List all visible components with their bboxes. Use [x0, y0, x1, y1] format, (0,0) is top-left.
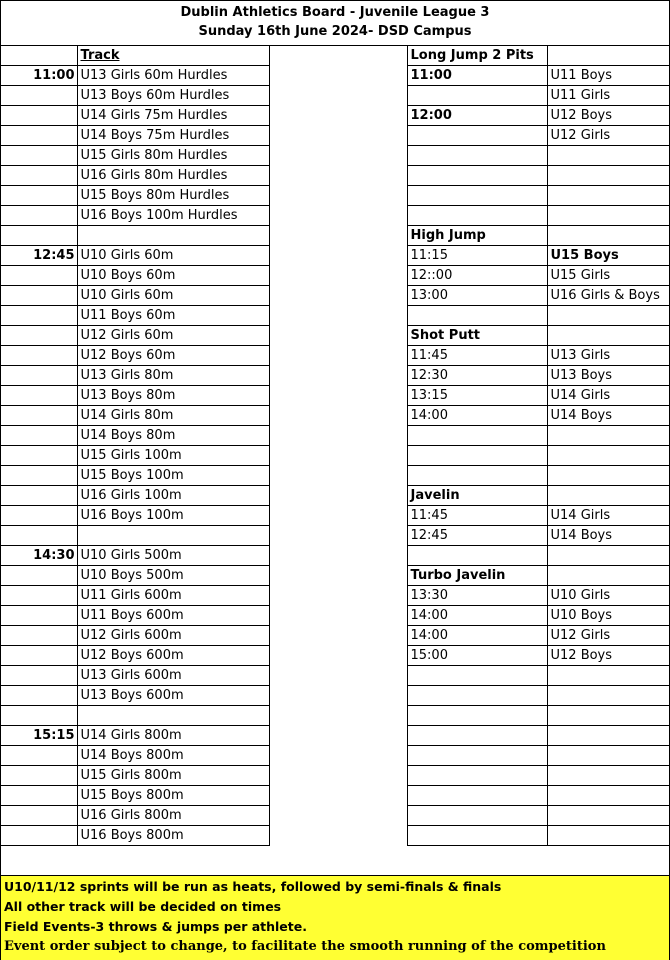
- track-time-cell: [1, 666, 77, 686]
- schedule-row: [1, 46, 669, 66]
- track-time-cell: [1, 386, 77, 406]
- field-time-cell: [407, 466, 547, 486]
- spacer-cell: [269, 546, 407, 566]
- schedule-row: [1, 745, 669, 765]
- field-time-cell: [407, 706, 547, 726]
- field-event-cell: U13 Boys: [547, 366, 669, 386]
- track-event-cell: U13 Girls 80m: [77, 366, 269, 386]
- spacer-cell: [269, 146, 407, 166]
- schedule-row: [1, 725, 669, 745]
- field-event-cell: U16 Girls & Boys: [547, 286, 669, 306]
- spacer-cell: [269, 765, 407, 785]
- field-event-cell: U14 Boys: [547, 526, 669, 546]
- track-time-cell: [1, 226, 77, 246]
- track-time-cell: [1, 266, 77, 286]
- schedule-row: [1, 166, 669, 186]
- spacer-cell: [269, 666, 407, 686]
- field-event-cell: [547, 765, 669, 785]
- field-time-cell: [407, 765, 547, 785]
- spacer-cell: [269, 66, 407, 86]
- notes-box: [1, 875, 669, 960]
- field-time-cell: [407, 146, 547, 166]
- note-event-order: Event order subject to change, to facilitate the smooth running of the competition: [4, 939, 606, 954]
- spacer-cell: [269, 566, 407, 586]
- spacer-cell: [269, 306, 407, 326]
- track-event-cell: U12 Girls 600m: [77, 626, 269, 646]
- schedule-row: [1, 805, 669, 825]
- spacer-cell: [269, 706, 407, 726]
- schedule-row: [1, 626, 669, 646]
- track-time-cell: [1, 526, 77, 546]
- track-time-cell: [1, 466, 77, 486]
- field-event-cell: U15 Girls: [547, 266, 669, 286]
- field-event-cell: [547, 666, 669, 686]
- field-time-cell: 14:00: [407, 626, 547, 646]
- field-time-cell: 12::00: [407, 266, 547, 286]
- track-time-cell: [1, 86, 77, 106]
- spacer-cell: [269, 426, 407, 446]
- track-event-cell: U10 Girls 60m: [77, 246, 269, 266]
- field-time-cell: 15:00: [407, 646, 547, 666]
- field-time-cell: 13:30: [407, 586, 547, 606]
- track-time-cell: 14:30: [1, 546, 77, 566]
- spacer-cell: [269, 126, 407, 146]
- schedule-row: [1, 546, 669, 566]
- track-event-cell: U15 Boys 80m Hurdles: [77, 186, 269, 206]
- track-event-cell: U11 Boys 600m: [77, 606, 269, 626]
- spacer-cell: [269, 466, 407, 486]
- spacer-cell: [269, 805, 407, 825]
- schedule-row: [1, 426, 669, 446]
- track-time-cell: [1, 306, 77, 326]
- schedule-row: [1, 106, 669, 126]
- schedule-row: [1, 706, 669, 726]
- schedule-row: [1, 186, 669, 206]
- track-event-cell: U10 Girls 500m: [77, 546, 269, 566]
- spacer-cell: [269, 646, 407, 666]
- track-event-cell: [77, 226, 269, 246]
- field-time-cell: Turbo Javelin: [407, 566, 547, 586]
- schedule-row: [1, 466, 669, 486]
- spacer-cell: [269, 446, 407, 466]
- track-event-cell: U15 Girls 800m: [77, 765, 269, 785]
- field-event-cell: [547, 546, 669, 566]
- field-event-cell: U12 Boys: [547, 106, 669, 126]
- track-event-cell: U13 Boys 600m: [77, 686, 269, 706]
- track-time-cell: [1, 765, 77, 785]
- field-event-cell: [547, 805, 669, 825]
- spacer-cell: [269, 106, 407, 126]
- track-time-cell: [1, 426, 77, 446]
- field-event-cell: [547, 825, 669, 845]
- field-event-cell: [547, 725, 669, 745]
- field-event-cell: [547, 686, 669, 706]
- schedule-row: [1, 346, 669, 366]
- field-event-cell: U10 Boys: [547, 606, 669, 626]
- field-time-cell: 13:15: [407, 386, 547, 406]
- field-time-cell: [407, 725, 547, 745]
- spacer-cell: [269, 725, 407, 745]
- track-time-cell: [1, 366, 77, 386]
- field-event-cell: [547, 486, 669, 506]
- track-event-cell: U16 Boys 100m: [77, 506, 269, 526]
- schedule-header: [1, 1, 669, 46]
- field-time-cell: [407, 426, 547, 446]
- spacer-cell: [269, 606, 407, 626]
- spacer-cell: [269, 486, 407, 506]
- track-time-cell: [1, 805, 77, 825]
- spacer-cell: [269, 406, 407, 426]
- field-event-cell: U11 Boys: [547, 66, 669, 86]
- schedule-date-venue: Sunday 16th June 2024- DSD Campus: [198, 24, 472, 39]
- track-event-cell: Track: [77, 46, 269, 66]
- note-field-events: Field Events-3 throws & jumps per athlete.: [4, 919, 307, 934]
- spacer-cell: [269, 166, 407, 186]
- schedule-row: [1, 266, 669, 286]
- track-time-cell: [1, 446, 77, 466]
- schedule-row: [1, 306, 669, 326]
- track-time-cell: [1, 286, 77, 306]
- spacer-cell: [269, 366, 407, 386]
- schedule-row: [1, 366, 669, 386]
- track-event-cell: U13 Boys 80m: [77, 386, 269, 406]
- field-time-cell: High Jump: [407, 226, 547, 246]
- spacer-cell: [269, 745, 407, 765]
- track-event-cell: U14 Girls 800m: [77, 725, 269, 745]
- field-time-cell: 11:45: [407, 506, 547, 526]
- track-event-cell: [77, 706, 269, 726]
- track-time-cell: [1, 566, 77, 586]
- field-event-cell: U15 Boys: [547, 246, 669, 266]
- schedule-row: [1, 286, 669, 306]
- field-event-cell: U11 Girls: [547, 86, 669, 106]
- schedule-row: [1, 606, 669, 626]
- field-event-cell: [547, 706, 669, 726]
- field-event-cell: [547, 166, 669, 186]
- track-time-cell: [1, 646, 77, 666]
- schedule-row: [1, 386, 669, 406]
- field-event-cell: U10 Girls: [547, 586, 669, 606]
- track-event-cell: U12 Boys 60m: [77, 346, 269, 366]
- field-time-cell: [407, 686, 547, 706]
- track-time-cell: [1, 166, 77, 186]
- schedule-row: [1, 406, 669, 426]
- track-time-cell: [1, 785, 77, 805]
- field-event-cell: [547, 745, 669, 765]
- field-time-cell: 11:45: [407, 346, 547, 366]
- track-event-cell: U11 Boys 60m: [77, 306, 269, 326]
- track-event-cell: U10 Boys 60m: [77, 266, 269, 286]
- spacer-cell: [269, 286, 407, 306]
- schedule-row: [1, 126, 669, 146]
- track-event-cell: U14 Boys 80m: [77, 426, 269, 446]
- schedule-table-body: [1, 46, 669, 846]
- track-event-cell: U11 Girls 600m: [77, 586, 269, 606]
- schedule-row: [1, 825, 669, 845]
- spacer-cell: [269, 326, 407, 346]
- track-event-cell: U14 Boys 75m Hurdles: [77, 126, 269, 146]
- track-event-cell: U16 Boys 100m Hurdles: [77, 206, 269, 226]
- schedule-row: [1, 646, 669, 666]
- spacer-cell: [269, 526, 407, 546]
- schedule-row: [1, 446, 669, 466]
- spacer-cell: [269, 386, 407, 406]
- track-time-cell: [1, 46, 77, 66]
- track-event-cell: U13 Girls 600m: [77, 666, 269, 686]
- spacer-cell: [269, 86, 407, 106]
- note-track: All other track will be decided on times: [4, 899, 282, 914]
- field-time-cell: 12:45: [407, 526, 547, 546]
- field-time-cell: 14:00: [407, 406, 547, 426]
- track-time-cell: [1, 706, 77, 726]
- track-time-cell: [1, 406, 77, 426]
- track-event-cell: U14 Girls 80m: [77, 406, 269, 426]
- track-time-cell: [1, 686, 77, 706]
- note-sprints: U10/11/12 sprints will be run as heats, followed by semi-finals & finals: [4, 879, 502, 894]
- track-event-cell: U16 Boys 800m: [77, 825, 269, 845]
- field-time-cell: [407, 446, 547, 466]
- field-time-cell: [407, 745, 547, 765]
- spacer-cell: [269, 626, 407, 646]
- schedule-row: [1, 666, 669, 686]
- spacer-cell: [269, 506, 407, 526]
- track-event-cell: U15 Girls 100m: [77, 446, 269, 466]
- track-event-cell: U16 Girls 800m: [77, 805, 269, 825]
- field-time-cell: Long Jump 2 Pits: [407, 46, 547, 66]
- spacer-cell: [269, 586, 407, 606]
- track-time-cell: [1, 146, 77, 166]
- spacer-cell: [269, 825, 407, 845]
- schedule-title: Dublin Athletics Board - Juvenile League 3: [180, 5, 490, 20]
- track-event-cell: U15 Boys 800m: [77, 785, 269, 805]
- field-time-cell: [407, 666, 547, 686]
- schedule-row: [1, 686, 669, 706]
- field-time-cell: Javelin: [407, 486, 547, 506]
- spacer-cell: [269, 206, 407, 226]
- track-event-cell: U15 Girls 80m Hurdles: [77, 146, 269, 166]
- schedule-row: [1, 86, 669, 106]
- track-time-cell: [1, 126, 77, 146]
- field-time-cell: Shot Putt: [407, 326, 547, 346]
- field-event-cell: [547, 326, 669, 346]
- field-event-cell: U13 Girls: [547, 346, 669, 366]
- field-event-cell: U14 Girls: [547, 506, 669, 526]
- field-event-cell: U12 Girls: [547, 626, 669, 646]
- track-event-cell: U14 Boys 800m: [77, 745, 269, 765]
- field-time-cell: 12:00: [407, 106, 547, 126]
- field-time-cell: [407, 805, 547, 825]
- track-event-cell: U12 Boys 600m: [77, 646, 269, 666]
- field-event-cell: [547, 146, 669, 166]
- schedule-row: [1, 586, 669, 606]
- track-time-cell: [1, 106, 77, 126]
- track-event-cell: U16 Girls 100m: [77, 486, 269, 506]
- field-time-cell: [407, 126, 547, 146]
- field-event-cell: U12 Boys: [547, 646, 669, 666]
- track-event-cell: U12 Girls 60m: [77, 326, 269, 346]
- track-time-cell: [1, 626, 77, 646]
- field-time-cell: [407, 186, 547, 206]
- track-time-cell: [1, 606, 77, 626]
- track-time-cell: 15:15: [1, 725, 77, 745]
- field-time-cell: [407, 86, 547, 106]
- schedule-row: [1, 66, 669, 86]
- field-time-cell: [407, 306, 547, 326]
- track-time-cell: [1, 586, 77, 606]
- field-time-cell: 12:30: [407, 366, 547, 386]
- field-time-cell: 14:00: [407, 606, 547, 626]
- schedule-row: [1, 486, 669, 506]
- field-event-cell: U12 Girls: [547, 126, 669, 146]
- schedule-row: [1, 785, 669, 805]
- field-event-cell: [547, 306, 669, 326]
- field-event-cell: [547, 446, 669, 466]
- field-event-cell: [547, 566, 669, 586]
- spacer-cell: [269, 686, 407, 706]
- field-time-cell: 13:00: [407, 286, 547, 306]
- field-event-cell: U14 Boys: [547, 406, 669, 426]
- schedule-row: [1, 526, 669, 546]
- track-time-cell: [1, 186, 77, 206]
- track-event-cell: U15 Boys 100m: [77, 466, 269, 486]
- track-time-cell: [1, 346, 77, 366]
- field-event-cell: [547, 46, 669, 66]
- track-time-cell: 11:00: [1, 66, 77, 86]
- track-time-cell: 12:45: [1, 246, 77, 266]
- track-time-cell: [1, 486, 77, 506]
- track-event-cell: U16 Girls 80m Hurdles: [77, 166, 269, 186]
- field-time-cell: [407, 785, 547, 805]
- track-event-cell: U10 Boys 500m: [77, 566, 269, 586]
- track-time-cell: [1, 206, 77, 226]
- track-event-cell: [77, 526, 269, 546]
- track-time-cell: [1, 825, 77, 845]
- field-time-cell: [407, 546, 547, 566]
- schedule-row: [1, 146, 669, 166]
- schedule-row: [1, 226, 669, 246]
- spacer-cell: [269, 186, 407, 206]
- spacer-cell: [269, 785, 407, 805]
- field-time-cell: [407, 825, 547, 845]
- track-time-cell: [1, 506, 77, 526]
- spacer-cell: [269, 266, 407, 286]
- field-event-cell: [547, 186, 669, 206]
- schedule-row: [1, 326, 669, 346]
- field-event-cell: [547, 226, 669, 246]
- track-time-cell: [1, 745, 77, 765]
- field-event-cell: [547, 206, 669, 226]
- field-time-cell: [407, 206, 547, 226]
- spacer-cell: [269, 246, 407, 266]
- field-event-cell: U14 Girls: [547, 386, 669, 406]
- track-event-cell: U13 Girls 60m Hurdles: [77, 66, 269, 86]
- track-time-cell: [1, 326, 77, 346]
- schedule-row: [1, 206, 669, 226]
- spacer-cell: [269, 46, 407, 66]
- field-time-cell: [407, 166, 547, 186]
- spacer-cell: [269, 226, 407, 246]
- field-event-cell: [547, 466, 669, 486]
- field-event-cell: [547, 785, 669, 805]
- schedule-row: [1, 566, 669, 586]
- field-time-cell: 11:00: [407, 66, 547, 86]
- track-event-cell: U10 Girls 60m: [77, 286, 269, 306]
- field-event-cell: [547, 426, 669, 446]
- schedule-row: [1, 506, 669, 526]
- schedule-row: [1, 765, 669, 785]
- spacer-cell: [269, 346, 407, 366]
- schedule-table: [1, 45, 669, 846]
- track-event-cell: U14 Girls 75m Hurdles: [77, 106, 269, 126]
- field-time-cell: 11:15: [407, 246, 547, 266]
- schedule-row: [1, 246, 669, 266]
- track-event-cell: U13 Boys 60m Hurdles: [77, 86, 269, 106]
